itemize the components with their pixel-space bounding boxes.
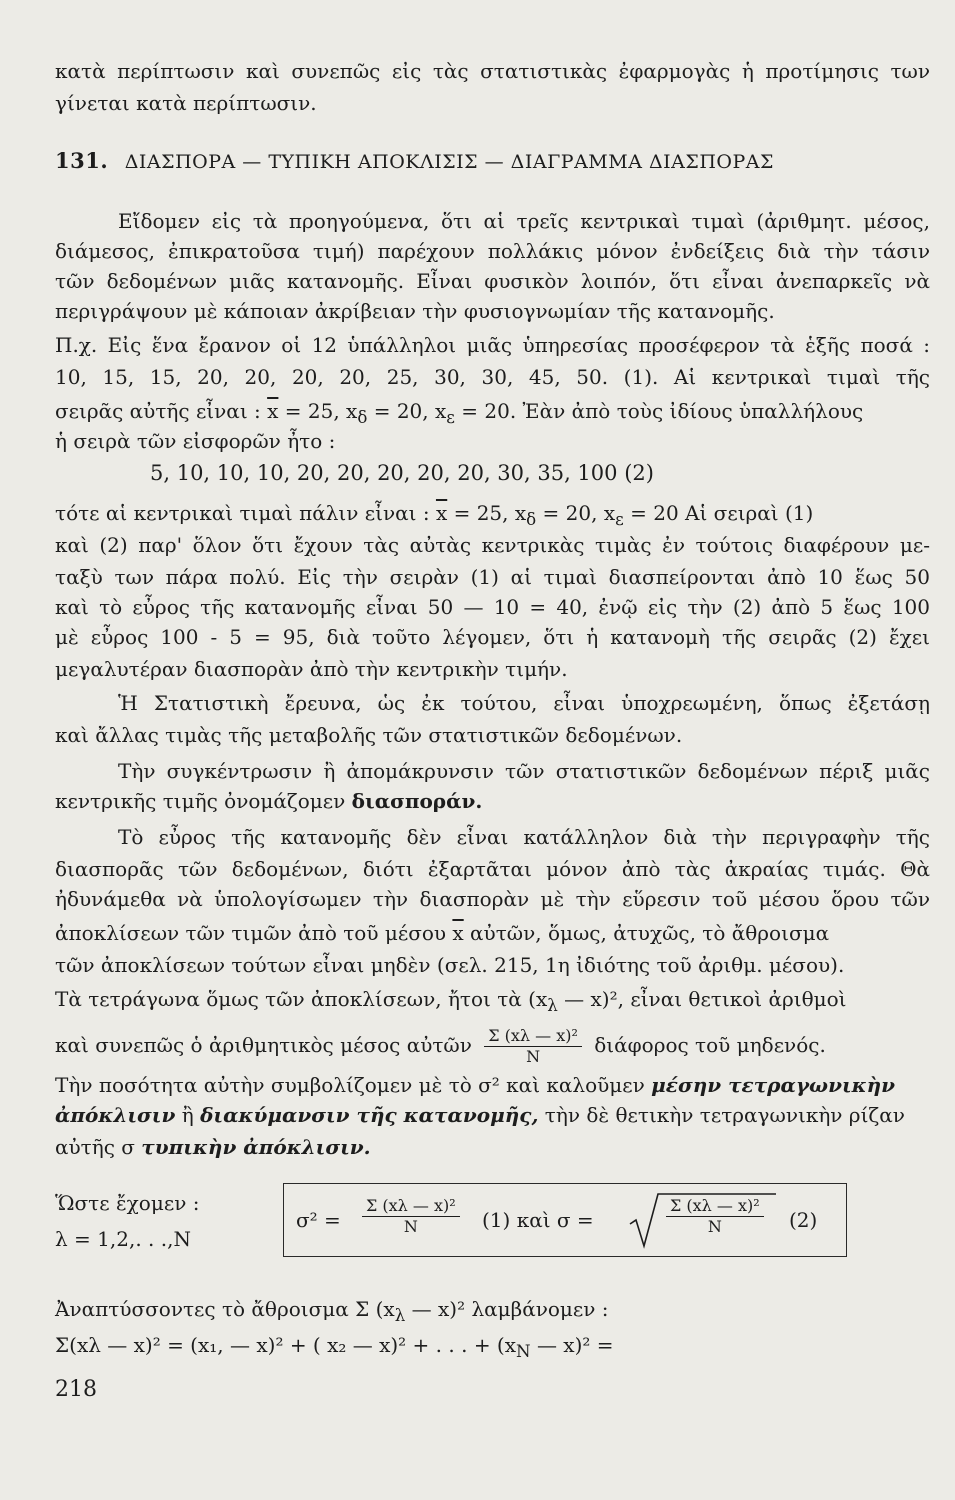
fraction-numerator: Σ (xλ — x)² (362, 1196, 460, 1217)
section-heading (55, 148, 925, 173)
mean-symbol: $\overline{x}$ (435, 501, 448, 525)
text: διάφορος τοῦ μηδενός. (594, 1033, 826, 1057)
para4-line-2 (55, 788, 930, 814)
para1-line: διάμεσος, ἐπικρατοῦσα τιμή) παρέχουν πολλάκις μόνον ἐνδείξεις διὰ τὴν τάσιν (55, 239, 930, 263)
para5-line: Τὸ εὖρος τῆς κατανομῆς δὲν εἶναι κατάλληλον διὰ τὴν περιγραφὴν τῆς (118, 825, 930, 849)
text: ἢ (181, 1103, 194, 1127)
text: ἀποκλίσεων τῶν τιμῶν ἀπὸ τοῦ μέσου (55, 921, 447, 945)
formula-left-2: λ = 1,2,. . .,N (55, 1227, 191, 1251)
sd-fraction (666, 1196, 764, 1237)
text: = 25, x (284, 399, 358, 423)
para2-line: Π.χ. Εἰς ἕνα ἔρανον οἱ 12 ὑπάλληλοι μιᾶς ὑπηρεσίας προσέφερον τὰ ἑξῆς ποσά : (55, 333, 930, 357)
para5-line-9 (55, 1102, 930, 1128)
text: Ἀναπτύσσοντες τὸ ἄθροισμα Σ (x (55, 1297, 395, 1321)
series-2: 5, 10, 10, 10, 20, 20, 20, 20, 20, 30, 35, 100 (2) (150, 461, 654, 485)
para2-line-stats (55, 398, 930, 431)
text: κεντρικῆς τιμῆς ὀνομάζομεν (55, 789, 346, 813)
fraction-denominator: N (526, 1047, 541, 1066)
term-standard-deviation: τυπικὴν ἀπόκλισιν. (141, 1135, 371, 1159)
para5-line-6 (55, 986, 930, 1019)
para5-line-10 (55, 1134, 930, 1160)
para5-line: τῶν ἀποκλίσεων τούτων εἶναι μηδὲν (σελ. 215, 1η ἰδιότης τοῦ ἀριθμ. μέσου). (55, 953, 845, 977)
sub: N (516, 1342, 531, 1361)
para5-line-8 (55, 1072, 930, 1098)
para2-line: μὲ εὖρος 100 - 5 = 95, διὰ τοῦτο λέγομεν, ὅτι ἡ κατανομὴ τῆς σειρᾶς (2) ἔχει (55, 625, 930, 649)
text: τὴν δὲ θετικὴν τετραγωνικὴν ρίζαν (544, 1103, 905, 1127)
para5-line-4 (55, 920, 930, 946)
text: = 20, x (373, 399, 447, 423)
term-mean-square-deviation: μέσην τετραγωνικὴν (651, 1073, 896, 1097)
para2-line: καὶ τὸ εὖρος τῆς κατανομῆς εἶναι 50 — 10 = 40, ἐνῷ εἰς τὴν (2) ἀπὸ 5 ἕως 100 (55, 595, 930, 619)
sub: δ (357, 408, 368, 427)
sub: ε (446, 408, 455, 427)
fraction-numerator: Σ (xλ — x)² (484, 1026, 582, 1047)
para2-line: καὶ (2) παρ' ὅλον ὅτι ἔχουν τὰς αὐτὰς κεντρικὰς τιμὰς ἐν τούτοις διαφέρουν με- (55, 533, 930, 557)
para3-line: καὶ ἄλλας τιμὰς τῆς μεταβολῆς τῶν στατιστικῶν δεδομένων. (55, 723, 683, 747)
term: ἀπόκλισιν (55, 1103, 176, 1127)
text: = 20. Ἐὰν ἀπὸ τοὺς ἰδίους ὑπαλλήλους (461, 399, 864, 423)
para3-line: Ἡ Στατιστικὴ ἔρευνα, ὡς ἐκ τούτου, εἶναι ὑποχρεωμένη, ὅπως ἐξετάσῃ (118, 691, 930, 715)
page-number: 218 (55, 1377, 97, 1402)
para5-line: ἠδυνάμεθα νὰ ὑπολογίσωμεν τὴν διασπορὰν μὲ τὴν εὕρεσιν τοῦ μέσου ὅρου τῶν (55, 887, 930, 911)
text: αὐτῶν, ὅμως, ἀτυχῶς, τὸ ἄθροισμα (470, 921, 830, 945)
para2-line-stats-2 (55, 500, 930, 533)
text: αὐτῆς σ (55, 1135, 135, 1159)
para5-line: διασπορᾶς τῶν δεδομένων, διότι ἐξαρτᾶται μόνον ἀπὸ τὰς ἀκραίας τιμάς. Θὰ (55, 857, 930, 881)
variance-fraction (362, 1196, 460, 1237)
para2-line: ταξὺ των πάρα πολύ. Εἰς τὴν σειρὰν (1) αἱ τιμαὶ διασπείρονται ἀπὸ 10 ἕως 50 (55, 565, 930, 589)
para2-line: μεγαλυτέραν διασπορὰν ἀπὸ τὴν κεντρικὴν τιμήν. (55, 657, 568, 681)
sigma-squared: σ² = (296, 1208, 341, 1232)
para2-line: ἡ σειρὰ τῶν εἰσφορῶν ἦτο : (55, 429, 336, 453)
para4-line: Τὴν συγκέντρωσιν ἢ ἀπομάκρυνσιν τῶν στατιστικῶν δεδομένων πέριξ μιᾶς (118, 759, 930, 783)
mean-symbol: $\overline{x}$ (452, 921, 464, 945)
intro-line-2: γίνεται κατὰ περίπτωσιν. (55, 91, 317, 115)
text: Τὰ τετράγωνα ὅμως τῶν ἀποκλίσεων, ἤτοι τὰ (x (55, 987, 548, 1011)
fraction-denominator: N (403, 1217, 418, 1236)
text: τότε αἱ κεντρικαὶ τιμαὶ πάλιν εἶναι : (55, 501, 430, 525)
para1-line: τῶν δεδομένων μιᾶς κατανομῆς. Εἶναι φυσικὸν λοιπόν, ὅτι εἶναι ἀνεπαρκεῖς νὰ (55, 269, 930, 293)
text: — x)² λαμβάνομεν : (405, 1297, 609, 1321)
para5-line-7 (55, 1026, 930, 1067)
section-title: ΔΙΑΣΠΟΡΑ — ΤΥΠΙΚΗ ΑΠΟΚΛΙΣΙΣ — ΔΙΑΓΡΑΜΜΑ ΔΙΑΣΠΟΡΑΣ (124, 151, 774, 173)
fraction-denominator: N (707, 1217, 722, 1236)
term-dispersion: διασποράν. (351, 789, 483, 813)
fraction-numerator: Σ (xλ — x)² (666, 1196, 764, 1217)
mean-symbol: $\overline{x}$ (267, 399, 279, 423)
sub: λ (547, 996, 558, 1015)
text: = 20, x (542, 501, 616, 525)
text: — x)², εἶναι θετικοὶ ἀριθμοὶ (557, 987, 847, 1011)
text: — x)² = (530, 1333, 614, 1357)
text: = 20 Αἱ σειραὶ (1) (630, 501, 814, 525)
text: Τὴν ποσότητα αὐτὴν συμβολίζομεν μὲ τὸ σ² καὶ καλοῦμεν (55, 1073, 645, 1097)
formula-label-2: (2) (789, 1208, 818, 1232)
para1-line: Εἴδομεν εἰς τὰ προηγούμενα, ὅτι αἱ τρεῖς κεντρικαὶ τιμαὶ (ἀριθμητ. μέσος, (118, 209, 930, 233)
formula-box (283, 1183, 847, 1257)
closing-line-2 (55, 1332, 930, 1365)
para2-line: 10, 15, 15, 20, 20, 20, 20, 25, 30, 30, 45, 50. (1). Αἱ κεντρικαὶ τιμαὶ τῆς (55, 365, 930, 389)
sub: λ (394, 1306, 406, 1325)
intro-line-1: κατὰ περίπτωσιν καὶ συνεπῶς εἰς τὰς στατιστικὰς ἐφαρμογὰς ἡ προτίμησις των (55, 59, 930, 83)
closing-line-1 (55, 1296, 930, 1329)
text: Σ(xλ — x)² = (x₁, — x)² + ( x₂ — x)² + . . . + (x (55, 1333, 517, 1357)
para1-line: περιγράψουν μὲ κάποιαν ἀκρίβειαν τὴν φυσιογνωμίαν τῆς κατανομῆς. (55, 299, 775, 323)
formula-left-1: Ὥστε ἔχομεν : (55, 1191, 200, 1215)
sub: ε (615, 510, 624, 529)
text: σειρᾶς αὐτῆς εἶναι : (55, 399, 261, 423)
mean-squared-deviation-fraction (484, 1026, 582, 1067)
sub: δ (526, 510, 537, 529)
term-variance: διακύμανσιν τῆς κατανομῆς, (200, 1103, 539, 1127)
section-number: 131. (55, 148, 109, 173)
text: = 25, x (453, 501, 527, 525)
formula-label-1: (1) καὶ σ = (482, 1208, 594, 1232)
text: καὶ συνεπῶς ὁ ἀριθμητικὸς μέσος αὐτῶν (55, 1033, 472, 1057)
